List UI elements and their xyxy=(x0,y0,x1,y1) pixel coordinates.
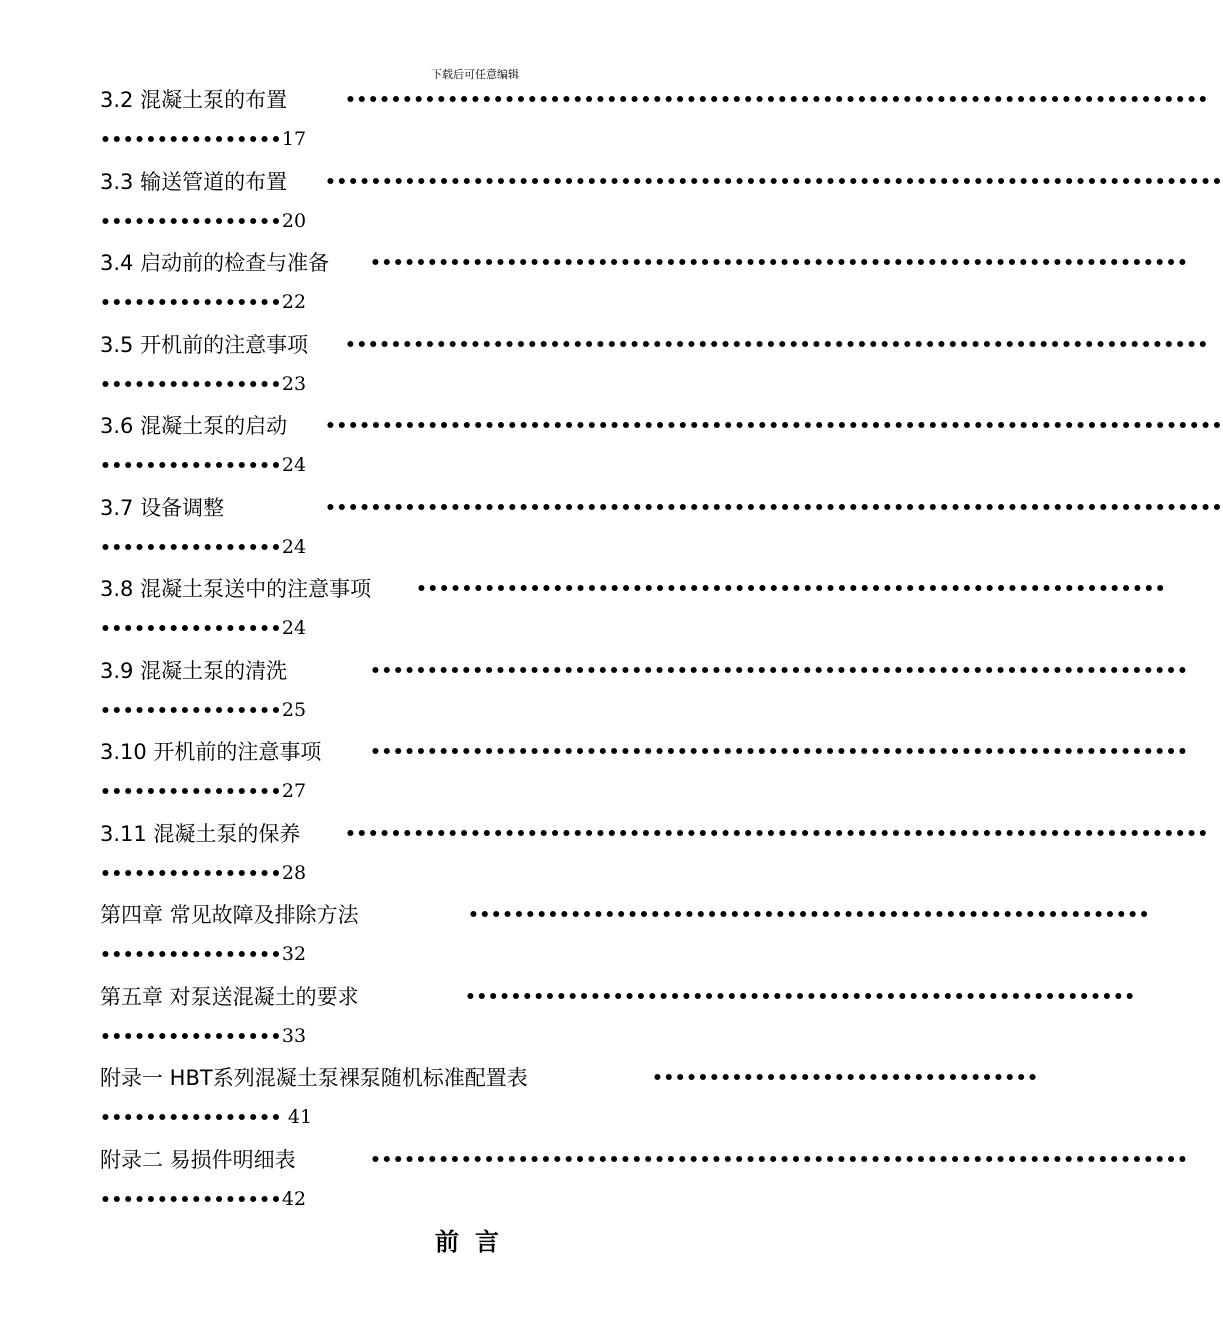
toc-entry-title: 3.7 设备调整 xyxy=(100,495,225,520)
toc-leader-dots: ••••••••••••••••••••••••••••••••••••••••••••••••••••••••••••••••••••••••••••••• xyxy=(325,171,1223,192)
toc-page-number: 33 xyxy=(281,1024,307,1047)
toc-page-number: 24 xyxy=(281,454,307,476)
toc-entry[interactable] xyxy=(100,494,1223,558)
preface-title: 前言 xyxy=(435,1228,515,1256)
toc-page-number: 27 xyxy=(281,780,307,802)
toc-entry[interactable] xyxy=(100,983,1136,1047)
toc-leader-dots: •••••••••••••••• xyxy=(100,374,282,395)
toc-leader-dots: •••••••••••••••••••••••••••••••••••••••••••••••••••••••••••••••••••••••• xyxy=(370,253,1189,273)
page-header: 下载后可任意编辑 xyxy=(431,68,519,81)
toc-leader-dots: •••••••••••••••• xyxy=(100,537,282,558)
toc-page-number: 20 xyxy=(281,209,307,232)
toc-page-number: 23 xyxy=(281,372,307,395)
toc-entry[interactable] xyxy=(100,168,1223,232)
toc-leader-dots: •••••••••••••••• xyxy=(100,619,282,639)
toc-leader-dots: •••••••••••••••• xyxy=(100,293,282,313)
toc-entry[interactable] xyxy=(100,86,1209,150)
toc-page-number: 32 xyxy=(281,943,307,965)
toc-leader-dots: •••••••••••••••• xyxy=(100,211,282,232)
toc-entry-title: 3.10 开机前的注意事项 xyxy=(100,740,322,764)
toc-entry-title: 3.2 混凝土泵的布置 xyxy=(100,88,288,112)
toc-leader-dots: •••••••••••••••• xyxy=(100,782,282,802)
toc-page-number: 25 xyxy=(281,698,307,721)
toc-entry-title: 3.3 输送管道的布置 xyxy=(100,169,288,194)
toc-page-number: 22 xyxy=(281,291,307,313)
toc-entry[interactable] xyxy=(100,575,1167,639)
toc-entry[interactable] xyxy=(100,738,1189,802)
toc-entry-title: 3.8 混凝土泵送中的注意事项 xyxy=(100,577,372,601)
toc-leader-dots: •••••••••••••••••••••••••••••••••••••••••••••••••••••••••••••••••••••••• xyxy=(370,660,1189,681)
toc-leader-dots: ••••••••••••••••••••••••••••••••••••••••••••••••••••••••••••••••••••••••••••••• xyxy=(325,416,1223,436)
toc-leader-dots: ••••••••••••••••••••••••••••••••••••••••••••••••••••••••••••••••••••••••••••••• xyxy=(325,497,1223,518)
toc-entry-title: 附录一 HBT系列混凝土泵裸泵随机标准配置表 xyxy=(100,1066,528,1090)
toc-entry[interactable] xyxy=(100,249,1189,313)
toc-leader-dots: •••••••••••••••• xyxy=(100,700,282,721)
toc-entry[interactable] xyxy=(100,412,1223,476)
toc-leader-dots: •••••••••••••••• xyxy=(100,1026,282,1047)
toc-entry-title: 3.5 开机前的注意事项 xyxy=(100,332,309,357)
toc-leader-dots: ••••••••••••••••••••••••••••••••••••••••••••••••••••••••••• xyxy=(465,986,1136,1007)
toc-page-number: 42 xyxy=(281,1187,307,1210)
toc-leader-dots: •••••••••••••••••••••••••••••••••••••••••••••••••••••••••••••••••••••••••••• xyxy=(345,334,1209,355)
toc-leader-dots: •••••••••••••••••••••••••••••••••••••••••••••••••••••••••••••••••••••••• xyxy=(370,1149,1189,1170)
toc-entry-title: 3.11 混凝土泵的保养 xyxy=(100,821,301,846)
toc-leader-dots: •••••••••••••••••••••••••••••••••••••••••••••••••••••••••••••••••••••••• xyxy=(370,742,1189,762)
toc-entry-title: 第五章 对泵送混凝土的要求 xyxy=(100,984,359,1009)
toc-leader-dots: •••••••••••••••• xyxy=(100,1189,282,1210)
toc-entry[interactable] xyxy=(100,1064,1039,1128)
toc-entry-title: 3.9 混凝土泵的清洗 xyxy=(100,658,288,683)
toc-leader-dots: •••••••••••••••• xyxy=(100,456,282,476)
toc-leader-dots: •••••••••••••••• xyxy=(100,945,282,965)
toc-entry[interactable] xyxy=(100,820,1209,884)
toc-entry[interactable] xyxy=(100,657,1189,721)
toc-leader-dots: •••••••••••••••••••••••••••••••••••••••••••••••••••••••••••••••••• xyxy=(416,579,1167,599)
toc-leader-dots: •••••••••••••••••••••••••••••••••••••••••••••••••••••••••••••••••••••••••••• xyxy=(345,90,1209,110)
toc-leader-dots: •••••••••••••••• xyxy=(100,130,282,150)
toc-entry[interactable] xyxy=(100,331,1209,395)
toc-leader-dots: •••••••••••••••••••••••••••••••••• xyxy=(652,1068,1039,1088)
toc-page-number: 24 xyxy=(281,617,307,639)
toc-entry[interactable] xyxy=(100,901,1150,965)
toc-entry-title: 附录二 易损件明细表 xyxy=(100,1147,296,1172)
toc-entry-title: 3.4 启动前的检查与准备 xyxy=(100,251,330,275)
toc-leader-dots: •••••••••••••••• xyxy=(100,1108,282,1128)
toc-entry[interactable] xyxy=(100,1146,1189,1210)
toc-leader-dots: •••••••••••••••••••••••••••••••••••••••••••••••••••••••••••• xyxy=(468,905,1150,925)
toc-leader-dots: •••••••••••••••• xyxy=(100,863,282,884)
toc-page-number: 28 xyxy=(281,861,307,884)
toc-page-number: 17 xyxy=(281,128,307,150)
toc-leader-dots: •••••••••••••••••••••••••••••••••••••••••••••••••••••••••••••••••••••••••••• xyxy=(345,823,1209,844)
toc-entry-title: 3.6 混凝土泵的启动 xyxy=(100,414,288,438)
toc-page-number: 24 xyxy=(281,535,307,558)
toc-page-number: 41 xyxy=(281,1106,313,1128)
toc-entry-title: 第四章 常见故障及排除方法 xyxy=(100,903,359,927)
